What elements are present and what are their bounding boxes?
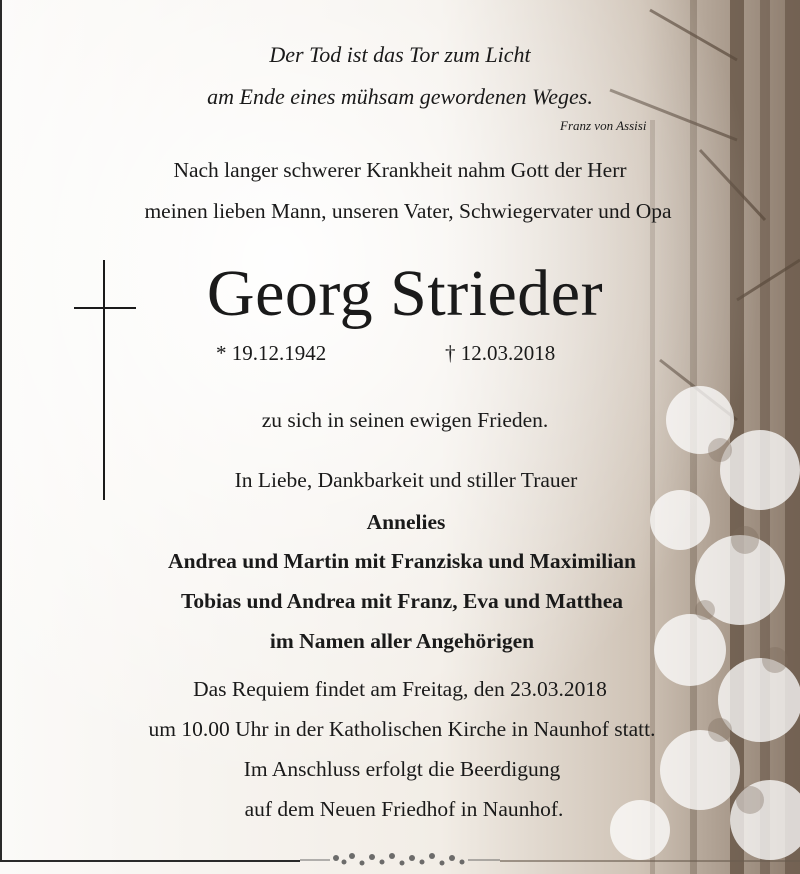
requiem-line: Im Anschluss erfolgt die Beerdigung [243,757,561,781]
quote-line-1: Der Tod ist das Tor zum Licht [269,42,531,67]
bottom-border-line-right [500,860,800,862]
deceased-name: Georg Strieder [206,257,604,330]
mourner-line: Tobias und Andrea mit Franz, Eva und Matthea [180,589,624,613]
mourners-intro: In Liebe, Dankbarkeit und stiller Trauer [234,468,578,492]
peace-line: zu sich in seinen ewigen Frieden. [261,408,549,432]
mourner-line: Annelies [366,510,446,534]
floral-ornament-icon [300,848,500,872]
requiem-line: auf dem Neuen Friedhof in Naunhof. [244,797,564,821]
death-date: † 12.03.2018 [445,341,556,365]
intro-line-1: Nach langer schwerer Krankheit nahm Gott der Herr [173,158,627,182]
birth-date: * 19.12.1942 [216,341,327,365]
requiem-line: um 10.00 Uhr in der Katholischen Kirche in Naunhof statt. [148,717,656,741]
bottom-border-line [0,860,300,862]
mourner-line: im Namen aller Angehörigen [269,629,535,653]
intro-line-2: meinen lieben Mann, unseren Vater, Schwiegervater und Opa [144,199,672,223]
requiem-line: Das Requiem findet am Freitag, den 23.03.2018 [193,677,607,701]
quote-author: Franz von Assisi [560,118,647,133]
quote-line-2: am Ende eines mühsam gewordenen Weges. [207,84,593,109]
mourner-line: Andrea und Martin mit Franziska und Maximilian [168,549,636,573]
